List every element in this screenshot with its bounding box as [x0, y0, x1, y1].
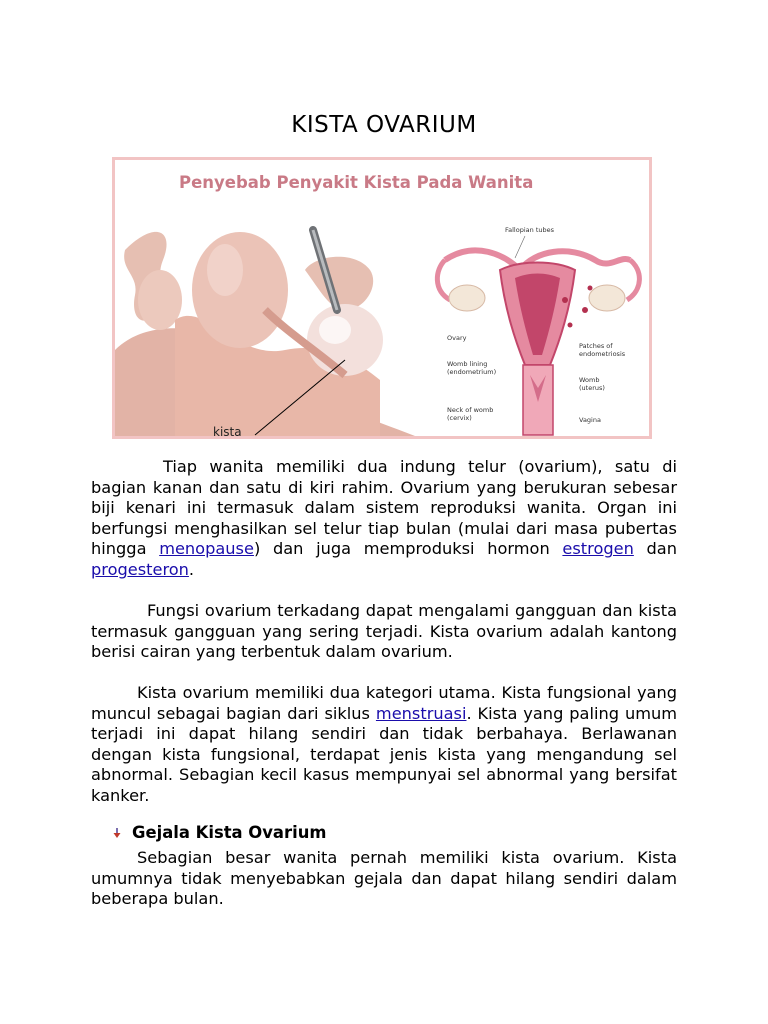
p3-text-a: Kista ovarium memiliki dua kategori utama. Kista fungsional yang muncul sebagai bagian dari siklus: [91, 683, 677, 723]
label-patches: Patches of endometriosis: [579, 342, 626, 358]
figure-title: Penyebab Penyakit Kista Pada Wanita: [179, 173, 534, 192]
p1-text-c: dan: [633, 539, 677, 559]
paragraph-function: Fungsi ovarium terkadang dapat mengalami gangguan dan kista termasuk gangguan yang sering terjadi. Kista ovarium adalah kantong berisi cairan yang terbentuk dalam ovarium.: [91, 601, 677, 662]
label-kista: kista: [213, 425, 242, 436]
paragraph-symptoms: Sebagian besar wanita pernah memiliki kista ovarium. Kista umumnya tidak menyebabkan gejala dan dapat hilang sendiri dalam beberapa bulan.: [91, 848, 677, 909]
paragraph-categories: [91, 683, 677, 807]
section-heading-gejala: [112, 823, 326, 842]
link-menstruasi[interactable]: menstruasi: [375, 703, 467, 723]
label-womb-lining: Womb lining (endometrium): [447, 360, 497, 376]
label-womb: Womb (uterus): [579, 376, 605, 392]
page-title: KISTA OVARIUM: [291, 112, 477, 138]
ovary-cyst-illustration: [115, 230, 415, 436]
link-progesteron[interactable]: progesteron: [91, 559, 189, 579]
label-ovary: Ovary: [447, 334, 467, 342]
label-vagina: Vagina: [579, 416, 601, 424]
figure-svg: [115, 160, 649, 436]
p3-text-b: . Kista yang paling umum terjadi ini dapat hilang sendiri dan tidak berbahaya. Berlawanan dengan kista fungsional, terdapat jenis kista yang mengandung sel abnormal. Sebagian kecil kasus mempunyai sel abnormal yang bersifat kanker.: [91, 703, 677, 805]
section-heading-text: Gejala Kista Ovarium: [132, 823, 327, 842]
p1-text-a: Tiap wanita memiliki dua indung telur (ovarium), satu di bagian kanan dan satu di kiri rahim. Ovarium yang berukuran sebesar biji kenari ini termasuk dalam sistem reproduksi wanita. Organ ini berfungsi menghasilkan sel telur tiap bulan (mulai dari masa pubertas hingga: [91, 457, 677, 559]
label-fallopian: Fallopian tubes: [505, 226, 554, 234]
paragraph-intro: [91, 457, 677, 581]
link-menopause[interactable]: menopause: [159, 539, 254, 559]
label-neck-of-womb: Neck of womb (cervix): [447, 406, 494, 422]
p1-text-d: .: [188, 559, 195, 579]
link-estrogen[interactable]: estrogen: [562, 539, 634, 559]
p1-text-b: ) dan juga memproduksi hormon: [253, 539, 563, 559]
figure-illustration: [112, 157, 652, 439]
bullet-icon: [112, 827, 122, 839]
